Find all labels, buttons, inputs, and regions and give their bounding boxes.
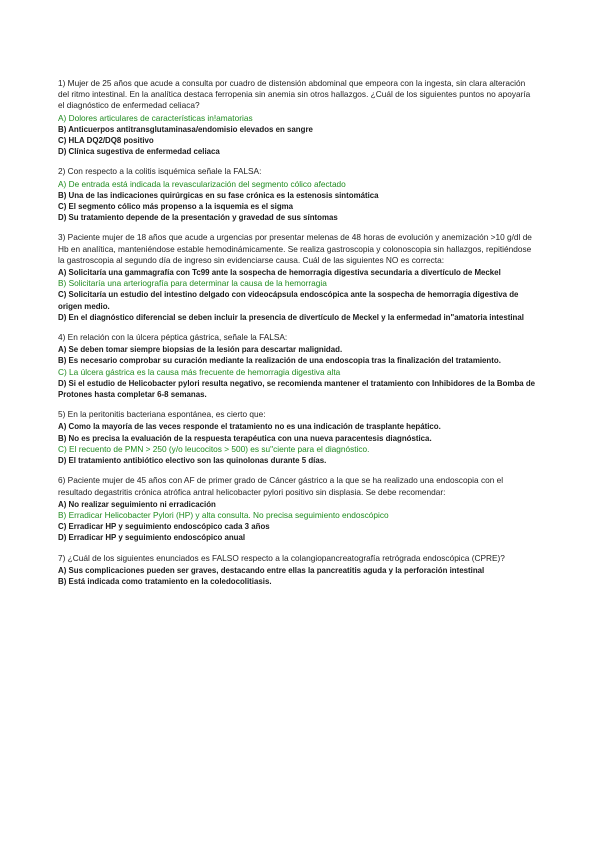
question-stem: 7) ¿Cuál de los siguientes enunciados es FALSO respecto a la colangiopancreatografía retrógrada endoscópica (CPRE)?: [58, 552, 505, 563]
option-c: C) Erradicar HP y seguimiento endoscópico cada 3 años: [58, 522, 270, 532]
option-d: D) Erradicar HP y seguimiento endoscópico anual: [58, 533, 246, 543]
option-b: B) Una de las indicaciones quirúrgicas en su fase crónica es la estenosis sintomática: [58, 190, 379, 200]
option-c: C) HLA DQ2/DQ8 positivo: [58, 136, 154, 146]
option-a-correct: A) De entrada está indicada la revascularización del segmento cólico afectado: [58, 178, 346, 189]
option-d: D) En el diagnóstico diferencial se deben incluir la presencia de divertículo de Meckel y la enfermedad in"amatoria intestinal: [58, 312, 524, 322]
option-a: A) Sus complicaciones pueden ser graves, destacando entre ellas la pancreatitis aguda y la perforación intestinal: [58, 565, 485, 575]
question-4: [58, 332, 538, 400]
option-d: D) Clínica sugestiva de enfermedad celiaca: [58, 147, 220, 157]
option-c: C) Solicitaría un estudio del intestino delgado con videocápsula endoscópica ante la sospecha de hemorragia digestiva de origen medio.: [58, 290, 519, 311]
question-stem: 6) Paciente mujer de 45 años con AF de primer grado de Cáncer gástrico a la que se ha realizado una endoscopia con el resultado degastritis crónica atrófica antral helicobacter pylori positivo sin displasia. Se debe recomendar:: [58, 475, 504, 497]
question-1: [58, 78, 538, 157]
option-b: B) Anticuerpos antitransglutaminasa/endomisio elevados en sangre: [58, 124, 313, 134]
option-d: D) Su tratamiento depende de la presentación y gravedad de sus síntomas: [58, 213, 338, 223]
question-3: [58, 232, 538, 323]
option-b: B) No es precisa la evaluación de la respuesta terapéutica con una nueva paracentesis diagnóstica.: [58, 433, 432, 443]
option-a-correct: A) Dolores articulares de características in!amatorias: [58, 112, 253, 123]
option-b-correct: B) Solicitaría una arteriografía para determinar la causa de la hemorragia: [58, 278, 327, 289]
question-6: [58, 475, 538, 543]
option-c-correct: C) El recuento de PMN > 250 (y/o leucocitos > 500) es su"ciente para el diagnóstico.: [58, 443, 370, 454]
option-d: D) Si el estudio de Helicobacter pylori resulta negativo, se recomienda mantener el tratamiento con Inhibidores de la Bomba de Protones hasta completar 6-8 semanas.: [58, 378, 536, 400]
question-stem: 3) Paciente mujer de 18 años que acude a urgencias por presentar melenas de 48 horas de evolución y anemización >10 g/dl de Hb en analítica, manteniéndose estable hemodinámicamente. Se realiza gastroscopia y colonoscopia sin hallazgos, repitiéndose la gastroscopia al segundo día de ingreso sin evidenciarse causa. Cuál de las siguientes NO es correcta:: [58, 232, 532, 265]
question-stem: 1) Mujer de 25 años que acude a consulta por cuadro de distensión abdominal que empeora con la ingesta, sin clara alteración del ritmo intestinal. En la analítica destaca ferropenia sin anemia sin otros hallazgos. ¿Cuál de los siguientes puntos no apoyaría el diagnóstico de enfermedad celiaca?: [58, 78, 531, 111]
question-stem: 4) En relación con la úlcera péptica gástrica, señale la FALSA:: [58, 332, 288, 343]
option-a: A) Solicitaría una gammagrafía con Tc99 ante la sospecha de hemorragia digestiva secundaria a divertículo de Meckel: [58, 268, 501, 278]
exam-page: [58, 78, 538, 596]
option-c: C) El segmento cólico más propenso a la isquemia es el sigma: [58, 202, 294, 212]
question-7: [58, 553, 538, 588]
option-c-correct: C) La úlcera gástrica es la causa más frecuente de hemorragia digestiva alta: [58, 366, 341, 377]
option-a: A) No realizar seguimiento ni erradicación: [58, 499, 216, 509]
option-d: D) El tratamiento antibiótico electivo son las quinolonas durante 5 días.: [58, 456, 327, 466]
option-b-correct: B) Erradicar Helicobacter Pylori (HP) y alta consulta. No precisa seguimiento endoscópico: [58, 509, 389, 520]
question-stem: 5) En la peritonitis bacteriana espontánea, es cierto que:: [58, 409, 266, 420]
option-a: A) Se deben tomar siempre biopsias de la lesión para descartar malignidad.: [58, 345, 343, 355]
option-b: B) Está indicada como tratamiento en la coledocolitiasis.: [58, 576, 272, 586]
question-stem: 2) Con respecto a la colitis isquémica señale la FALSA:: [58, 166, 262, 177]
question-5: [58, 409, 538, 466]
question-2: [58, 166, 538, 223]
option-b: B) Es necesario comprobar su curación mediante la realización de una endoscopia tras la finalización del tratamiento.: [58, 356, 501, 366]
option-a: A) Como la mayoría de las veces responde el tratamiento no es una indicación de trasplante hepático.: [58, 422, 441, 432]
